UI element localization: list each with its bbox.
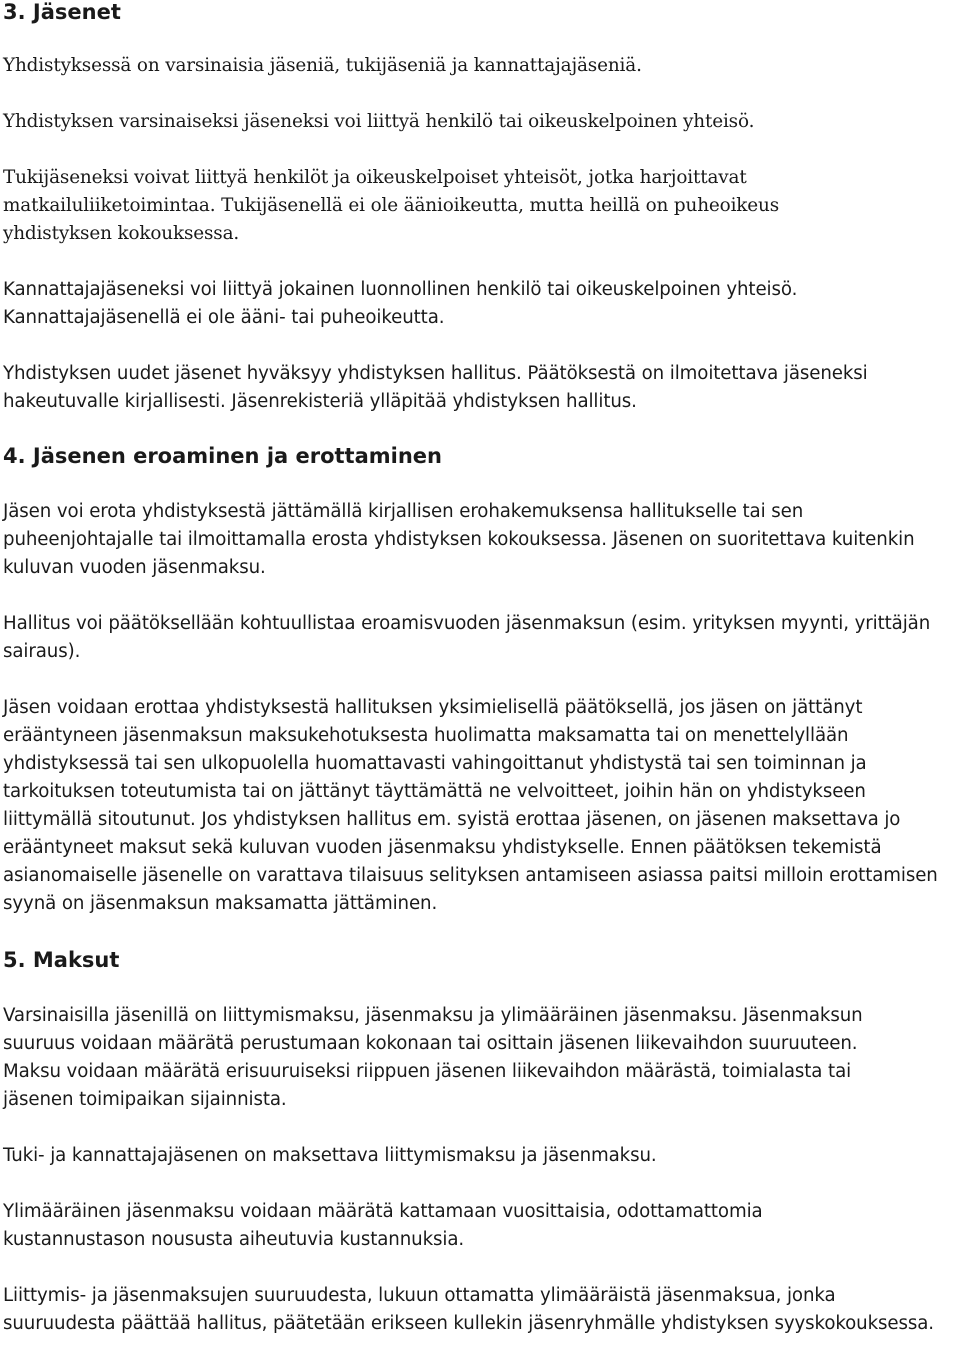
paragraph: Yhdistyksessä on varsinaisia jäseniä, tukijäseniä ja kannattajajäseniä. [3,55,642,76]
paragraph: Jäsen voidaan erottaa yhdistyksestä hallituksen yksimielisellä päätöksellä, jos jäsen on jättänyt erääntyneen jäsenmaksun maksukehotuksesta huolimatta maksamatta tai on menettelyllään yhdistyksessä tai sen ulkopuolella huomattavasti vahingoittanut yhdistystä tai sen toiminnan ja tarkoituksen toteutumista tai on jättänyt täyttämättä ne velvoitteet, joihin hän on yhdistykseen liittymällä sitoutunut. Jos yhdistyksen hallitus em. syistä erottaa jäsenen, on jäsenen maksettava jo erääntyneet maksut sekä kuluvan vuoden jäsenmaksu yhdistykselle. Ennen päätöksen tekemistä asianomaiselle jäsenelle on varattava tilaisuus selityksen antamiseen asiassa paitsi milloin erottamisen syynä on jäsenmaksun maksamatta jättäminen. [3,697,938,914]
section-heading-eroaminen: 4. Jäsenen eroaminen ja erottaminen [3,444,442,468]
paragraph: Jäsen voi erota yhdistyksestä jättämällä kirjallisen erohakemuksensa hallitukselle tai sen puheenjohtajalle tai ilmoittamalla erosta yhdistyksen kokouksessa. Jäsenen on suoritettava kuitenkin kuluvan vuoden jäsenmaksu. [3,501,915,578]
paragraph: Tukijäseneksi voivat liittyä henkilöt ja oikeuskelpoiset yhteisöt, jotka harjoittavat matkailuliiketoimintaa. Tukijäsenellä ei ole äänioikeutta, mutta heillä on puheoikeus yhdistyksen kokouksessa. [3,167,780,244]
section-heading-maksut: 5. Maksut [3,948,120,972]
paragraph: Ylimääräinen jäsenmaksu voidaan määrätä kattamaan vuosittaisia, odottamattomia kustannustason noususta aiheutuvia kustannuksia. [3,1201,763,1250]
paragraph: Varsinaisilla jäsenillä on liittymismaksu, jäsenmaksu ja ylimääräinen jäsenmaksu. Jäsenmaksun suuruus voidaan määrätä perustumaan kokonaan tai osittain jäsenen liikevaihdon suuruuteen. Maksu voidaan määrätä erisuuruiseksi riippuen jäsenen liikevaihdon määrästä, toimialasta tai jäsenen toimipaikan sijainnista. [3,1005,863,1110]
document-page [3,0,958,1338]
paragraph: Yhdistyksen varsinaiseksi jäseneksi voi liittyä henkilö tai oikeuskelpoinen yhteisö. [3,111,755,132]
paragraph: Yhdistyksen uudet jäsenet hyväksyy yhdistyksen hallitus. Päätöksestä on ilmoitettava jäseneksi hakeutuvalle kirjallisesti. Jäsenrekisteriä ylläpitää yhdistyksen hallitus. [3,363,868,412]
paragraph: Kannattajajäseneksi voi liittyä jokainen luonnollinen henkilö tai oikeuskelpoinen yhteisö. Kannattajajäsenellä ei ole ääni- tai puheoikeutta. [3,279,798,328]
paragraph: Liittymis- ja jäsenmaksujen suuruudesta, lukuun ottamatta ylimääräistä jäsenmaksua, jonka suuruudesta päättää hallitus, päätetään erikseen kullekin jäsenryhmälle yhdistyksen syyskokouksessa. [3,1285,934,1334]
section-heading-jasenet: 3. Jäsenet [3,0,121,24]
paragraph: Tuki- ja kannattajajäsenen on maksettava liittymismaksu ja jäsenmaksu. [3,1145,657,1166]
paragraph: Hallitus voi päätöksellään kohtuullistaa eroamisvuoden jäsenmaksun (esim. yrityksen myynti, yrittäjän sairaus). [3,613,931,662]
